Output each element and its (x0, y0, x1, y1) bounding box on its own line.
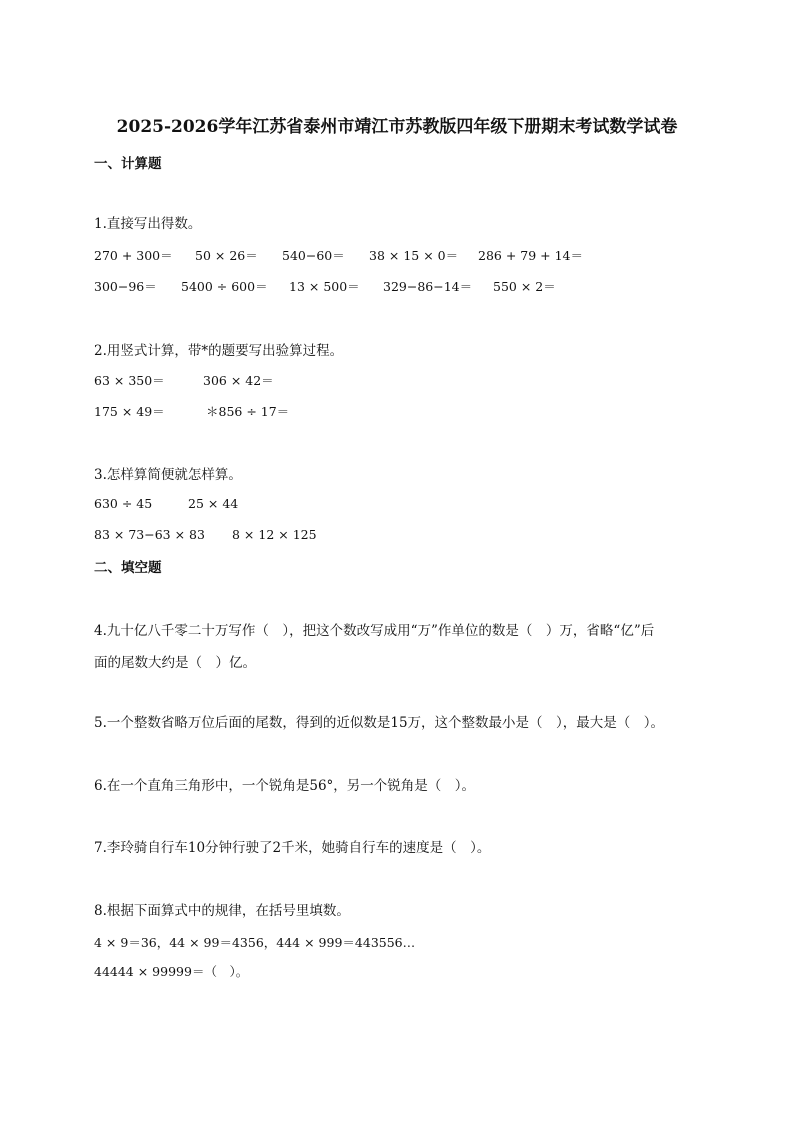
expression: 540−60＝ (282, 248, 345, 263)
expression: 13 × 500＝ (289, 279, 360, 294)
expression: 550 × 2＝ (493, 279, 556, 294)
expression: 630 ÷ 45 (94, 496, 153, 511)
question-5-text: 5.一个整数省略万位后面的尾数，得到的近似数是15万，这个整数最小是（ ），最大是（ ）。 (94, 715, 665, 731)
expression: ＊856 ÷ 17＝ (206, 404, 290, 419)
expression: 38 × 15 × 0＝ (369, 248, 459, 263)
expression: 329−86−14＝ (383, 279, 473, 294)
expression: 175 × 49＝ (94, 404, 165, 419)
question-8-text: 8.根据下面算式中的规律，在括号里填数。 (94, 903, 350, 919)
question-7-text: 7.李玲骑自行车10分钟行驶了2千米，她骑自行车的速度是（ ）。 (94, 840, 491, 856)
expression: 270 + 300＝ (94, 248, 173, 263)
section-heading-calculation: 一、计算题 (94, 156, 162, 172)
question-4-line-2: 面的尾数大约是（ ）亿。 (94, 655, 256, 671)
expression: 5400 ÷ 600＝ (181, 279, 268, 294)
expression: 63 × 350＝ (94, 373, 165, 388)
expression: 83 × 73−63 × 83 (94, 527, 205, 542)
expression: 8 × 12 × 125 (232, 527, 317, 542)
section-heading-fill-in: 二、填空题 (94, 560, 162, 576)
question-3-text: 3.怎样算简便就怎样算。 (94, 467, 242, 483)
question-4-line-1: 4.九十亿八千零二十万写作（ ），把这个数改写成用“万”作单位的数是（ ）万，省略“亿”后 (94, 623, 655, 639)
expression: 50 × 26＝ (195, 248, 258, 263)
question-8-answer-line: 44444 × 99999＝（ ）。 (94, 964, 249, 979)
exam-title: 2025-2026学年江苏省泰州市靖江市苏教版四年级下册期末考试数学试卷 (116, 117, 678, 137)
expression: 300−96＝ (94, 279, 157, 294)
question-8-pattern: 4 × 9＝36，44 × 99＝4356，444 × 999＝443556… (94, 935, 416, 950)
question-1-text: 1.直接写出得数。 (94, 216, 202, 232)
expression: 306 × 42＝ (203, 373, 274, 388)
question-2-text: 2.用竖式计算，带*的题要写出验算过程。 (94, 343, 344, 359)
question-6-text: 6.在一个直角三角形中，一个锐角是56°，另一个锐角是（ ）。 (94, 778, 476, 794)
expression: 25 × 44 (188, 496, 239, 511)
expression: 286 + 79 + 14＝ (478, 248, 584, 263)
